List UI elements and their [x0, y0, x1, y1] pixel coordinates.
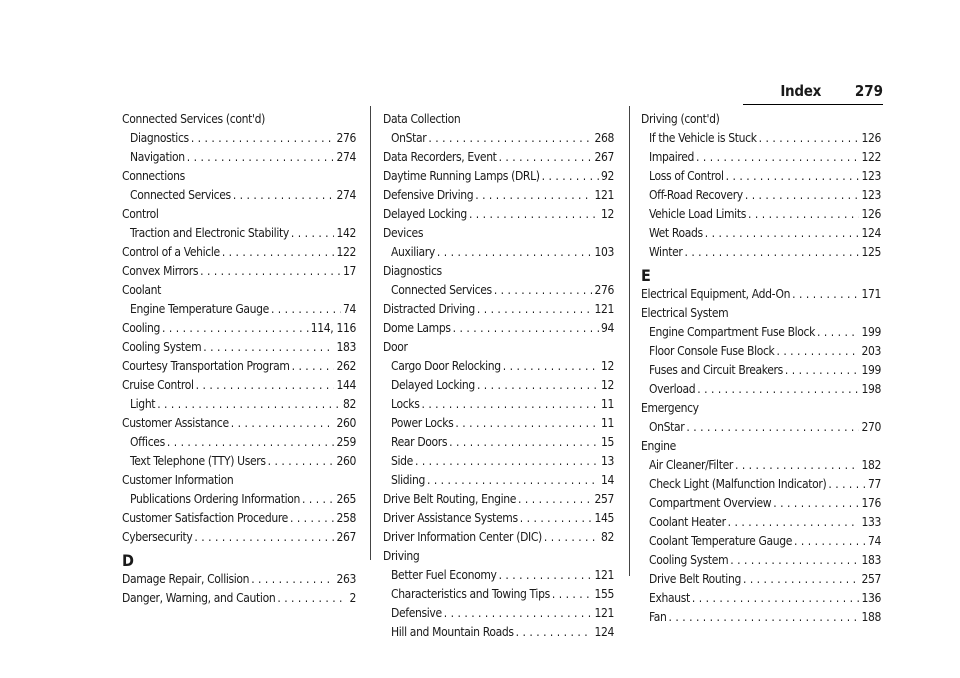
dot-leader — [745, 186, 860, 205]
entry-term: Damage Repair, Collision — [122, 572, 250, 586]
entry-page: 12 — [600, 359, 614, 373]
entry-term: Cybersecurity — [122, 530, 193, 544]
entry-page: 11 — [600, 416, 614, 430]
entry-term: Cooling System — [122, 340, 202, 354]
entry-term: Drive Belt Routing — [649, 572, 741, 586]
index-heading: Electrical System — [641, 306, 729, 320]
dot-leader — [696, 148, 859, 167]
index-subentry — [383, 604, 614, 623]
dot-leader — [684, 243, 859, 262]
index-subentry — [641, 129, 881, 148]
entry-term: Rear Doors — [391, 435, 448, 449]
section-letter: D — [122, 551, 134, 570]
entry-term: Cooling System — [649, 553, 729, 567]
entry-page: 276 — [594, 283, 614, 297]
index-subentry — [641, 494, 881, 513]
index-heading: Driving (cont'd) — [641, 112, 720, 126]
entry-page: 12 — [600, 207, 614, 221]
index-heading: Emergency — [641, 401, 699, 415]
entry-page: 124 — [594, 625, 614, 639]
index-subentry — [383, 376, 614, 395]
entry-page: 260 — [336, 454, 356, 468]
entry-term: Off-Road Recovery — [649, 188, 743, 202]
entry-term: Impaired — [649, 150, 695, 164]
entry-term: Locks — [391, 397, 420, 411]
dot-leader — [157, 395, 341, 414]
index-subentry — [122, 300, 356, 319]
entry-page: 122 — [861, 150, 881, 164]
index-subentry — [641, 323, 881, 342]
entry-page: 13 — [600, 454, 614, 468]
entry-term: Control of a Vehicle — [122, 245, 220, 259]
dot-leader — [477, 300, 593, 319]
entry-term: Delayed Locking — [391, 378, 475, 392]
index-title: Index — [780, 82, 821, 100]
dot-leader — [222, 243, 335, 262]
dot-leader — [817, 323, 859, 342]
index-subentry — [383, 585, 614, 604]
entry-term: Daytime Running Lamps (DRL) — [383, 169, 540, 183]
dot-leader — [499, 566, 593, 585]
entry-page: 145 — [594, 511, 614, 525]
column-divider-2 — [629, 106, 630, 576]
index-heading: Data Collection — [383, 112, 461, 126]
entry-page: 267 — [336, 530, 356, 544]
dot-leader — [735, 456, 859, 475]
index-subentry — [641, 186, 881, 205]
index-entry — [122, 414, 356, 433]
dot-leader — [291, 224, 335, 243]
entry-term: Compartment Overview — [649, 496, 772, 510]
dot-leader — [290, 509, 334, 528]
entry-term: Courtesy Transportation Program — [122, 359, 290, 373]
index-heading: Driving — [383, 549, 420, 563]
entry-page: 14 — [600, 473, 614, 487]
dot-leader — [518, 490, 592, 509]
entry-term: Power Locks — [391, 416, 454, 430]
entry-page: 133 — [861, 515, 881, 529]
column-divider-1 — [370, 106, 371, 560]
entry-term: Cooling — [122, 321, 160, 335]
entry-term: Cargo Door Relocking — [391, 359, 501, 373]
dot-leader — [203, 338, 334, 357]
dot-leader — [167, 433, 335, 452]
entry-term: Hill and Mountain Roads — [391, 625, 514, 639]
dot-leader — [271, 300, 341, 319]
index-subentry — [122, 129, 356, 148]
dot-leader — [748, 205, 859, 224]
index-entry — [383, 167, 614, 186]
entry-term: Drive Belt Routing, Engine — [383, 492, 517, 506]
index-subentry — [641, 205, 881, 224]
entry-page: 77 — [867, 477, 881, 491]
entry-term: Floor Console Fuse Block — [649, 344, 775, 358]
index-subentry — [122, 395, 356, 414]
dot-leader — [785, 361, 860, 380]
index-entry — [383, 205, 614, 224]
entry-term: Navigation — [130, 150, 185, 164]
entry-page: 82 — [600, 530, 614, 544]
entry-page: 259 — [336, 435, 356, 449]
dot-leader — [499, 148, 593, 167]
entry-page: 171 — [861, 287, 881, 301]
entry-page: 276 — [336, 131, 356, 145]
dot-leader — [794, 532, 866, 551]
entry-term: Driver Information Center (DIC) — [383, 530, 542, 544]
entry-term: Electrical Equipment, Add-On — [641, 287, 791, 301]
index-subentry — [383, 281, 614, 300]
index-heading: Coolant — [122, 283, 161, 297]
entry-term: Traction and Electronic Stability — [130, 226, 289, 240]
dot-leader — [726, 167, 860, 186]
entry-page: 257 — [861, 572, 881, 586]
entry-term: Convex Mirrors — [122, 264, 199, 278]
dot-leader — [449, 433, 599, 452]
entry-term: Loss of Control — [649, 169, 724, 183]
dot-leader — [520, 509, 593, 528]
dot-leader — [773, 494, 859, 513]
entry-page: 270 — [861, 420, 881, 434]
entry-term: Fan — [649, 610, 667, 624]
index-subentry — [641, 167, 881, 186]
entry-page: 2 — [349, 591, 356, 605]
index-subentry — [122, 224, 356, 243]
dot-leader — [692, 589, 860, 608]
index-heading: Diagnostics — [383, 264, 442, 278]
entry-page: 183 — [861, 553, 881, 567]
entry-page: 136 — [861, 591, 881, 605]
index-entry — [383, 528, 614, 547]
index-column-2 — [383, 110, 614, 642]
index-entry — [122, 262, 356, 281]
entry-page: 199 — [861, 325, 881, 339]
index-subentry — [641, 380, 881, 399]
dot-leader — [302, 490, 334, 509]
entry-term: Data Recorders, Event — [383, 150, 497, 164]
entry-term: Defensive Driving — [383, 188, 474, 202]
entry-page: 176 — [861, 496, 881, 510]
entry-term: Check Light (Malfunction Indicator) — [649, 477, 827, 491]
entry-term: Connected Services — [391, 283, 492, 297]
dot-leader — [191, 129, 335, 148]
entry-term: Vehicle Load Limits — [649, 207, 746, 221]
entry-page: 274 — [336, 188, 356, 202]
entry-page: 199 — [861, 363, 881, 377]
entry-page: 142 — [336, 226, 356, 240]
index-heading: Engine — [641, 439, 676, 453]
entry-page: 121 — [594, 606, 614, 620]
dot-leader — [444, 604, 593, 623]
dot-leader — [421, 395, 598, 414]
dot-leader — [776, 342, 859, 361]
dot-leader — [196, 376, 335, 395]
index-subentry — [383, 471, 614, 490]
index-subentry — [641, 589, 881, 608]
dot-leader — [162, 319, 309, 338]
index-subentry — [122, 148, 356, 167]
entry-page: 121 — [594, 188, 614, 202]
dot-leader — [187, 148, 335, 167]
dot-leader — [475, 186, 592, 205]
page-header — [743, 82, 883, 108]
index-entry — [122, 357, 356, 376]
index-entry — [122, 319, 356, 338]
index-subentry — [383, 414, 614, 433]
dot-leader — [669, 608, 860, 627]
index-subentry — [641, 342, 881, 361]
dot-leader — [277, 589, 347, 608]
dot-leader — [743, 570, 859, 589]
entry-term: Defensive — [391, 606, 442, 620]
index-entry — [383, 509, 614, 528]
dot-leader — [428, 129, 592, 148]
entry-page: 126 — [861, 131, 881, 145]
index-entry — [122, 376, 356, 395]
entry-term: Cruise Control — [122, 378, 194, 392]
entry-term: Engine Temperature Gauge — [130, 302, 269, 316]
dot-leader — [437, 243, 593, 262]
index-heading: Door — [383, 340, 408, 354]
entry-page: 94 — [600, 321, 614, 335]
entry-term: Air Cleaner/Filter — [649, 458, 733, 472]
entry-term: OnStar — [391, 131, 427, 145]
page-number: 279 — [854, 82, 883, 100]
entry-term: Engine Compartment Fuse Block — [649, 325, 816, 339]
dot-leader — [233, 186, 335, 205]
entry-term: Text Telephone (TTY) Users — [130, 454, 266, 468]
dot-leader — [697, 380, 859, 399]
entry-page: 122 — [336, 245, 356, 259]
index-entry — [383, 186, 614, 205]
entry-page: 257 — [594, 492, 614, 506]
entry-term: Overload — [649, 382, 696, 396]
index-heading: Customer Information — [122, 473, 234, 487]
entry-term: OnStar — [649, 420, 685, 434]
entry-term: Side — [391, 454, 413, 468]
entry-page: 121 — [594, 302, 614, 316]
index-heading: Connections — [122, 169, 185, 183]
entry-page: 126 — [861, 207, 881, 221]
dot-leader — [542, 167, 599, 186]
index-subentry — [383, 433, 614, 452]
index-entry — [122, 509, 356, 528]
index-heading: Control — [122, 207, 159, 221]
dot-leader — [453, 319, 599, 338]
dot-leader — [268, 452, 335, 471]
entry-page: 258 — [336, 511, 356, 525]
entry-page: 103 — [594, 245, 614, 259]
index-subentry — [383, 452, 614, 471]
entry-term: Wet Roads — [649, 226, 703, 240]
entry-page: 263 — [336, 572, 356, 586]
dot-leader — [477, 376, 599, 395]
index-entry — [383, 148, 614, 167]
index-subentry — [641, 532, 881, 551]
entry-page: 144 — [336, 378, 356, 392]
entry-term: Characteristics and Towing Tips — [391, 587, 550, 601]
entry-page: 198 — [861, 382, 881, 396]
entry-page: 155 — [594, 587, 614, 601]
index-entry — [383, 490, 614, 509]
index-subentry — [641, 243, 881, 262]
index-subentry — [383, 566, 614, 585]
section-letter: E — [641, 266, 651, 285]
entry-term: Diagnostics — [130, 131, 189, 145]
index-subentry — [383, 129, 614, 148]
index-subentry — [383, 357, 614, 376]
dot-leader — [194, 528, 334, 547]
index-subentry — [383, 395, 614, 414]
index-subentry — [641, 456, 881, 475]
entry-term: Offices — [130, 435, 165, 449]
index-subentry — [641, 570, 881, 589]
entry-page: 121 — [594, 568, 614, 582]
index-heading: Connected Services (cont'd) — [122, 112, 265, 126]
dot-leader — [759, 129, 860, 148]
entry-term: If the Vehicle is Stuck — [649, 131, 757, 145]
dot-leader — [415, 452, 599, 471]
entry-page: 182 — [861, 458, 881, 472]
index-entry — [383, 300, 614, 319]
dot-leader — [503, 357, 599, 376]
entry-page: 82 — [342, 397, 356, 411]
index-subentry — [641, 475, 881, 494]
entry-term: Dome Lamps — [383, 321, 451, 335]
entry-term: Publications Ordering Information — [130, 492, 300, 506]
entry-term: Coolant Temperature Gauge — [649, 534, 793, 548]
entry-term: Delayed Locking — [383, 207, 467, 221]
index-entry — [122, 528, 356, 547]
dot-leader — [231, 414, 335, 433]
index-entry — [641, 285, 881, 304]
index-column-1 — [122, 110, 356, 608]
entry-page: 267 — [594, 150, 614, 164]
entry-page: 265 — [336, 492, 356, 506]
index-subentry — [122, 452, 356, 471]
index-entry — [122, 243, 356, 262]
entry-page: 274 — [336, 150, 356, 164]
dot-leader — [544, 528, 599, 547]
entry-term: Better Fuel Economy — [391, 568, 497, 582]
entry-page: 124 — [861, 226, 881, 240]
entry-page: 15 — [600, 435, 614, 449]
entry-page: 17 — [342, 264, 356, 278]
entry-term: Connected Services — [130, 188, 231, 202]
entry-term: Danger, Warning, and Caution — [122, 591, 276, 605]
index-subentry — [641, 513, 881, 532]
entry-page: 123 — [861, 169, 881, 183]
dot-leader — [292, 357, 335, 376]
index-subentry — [383, 623, 614, 642]
entry-page: 11 — [600, 397, 614, 411]
entry-page: 125 — [861, 245, 881, 259]
entry-term: Customer Assistance — [122, 416, 229, 430]
index-subentry — [641, 148, 881, 167]
index-subentry — [641, 608, 881, 627]
entry-page: 92 — [600, 169, 614, 183]
entry-page: 114, 116 — [310, 321, 356, 335]
index-entry — [122, 338, 356, 357]
index-subentry — [122, 433, 356, 452]
index-subentry — [641, 361, 881, 380]
dot-leader — [728, 513, 860, 532]
dot-leader — [552, 585, 593, 604]
entry-page: 260 — [336, 416, 356, 430]
entry-term: Fuses and Circuit Breakers — [649, 363, 783, 377]
index-entry — [383, 319, 614, 338]
entry-page: 262 — [336, 359, 356, 373]
dot-leader — [730, 551, 859, 570]
entry-term: Sliding — [391, 473, 425, 487]
entry-term: Coolant Heater — [649, 515, 726, 529]
entry-page: 74 — [867, 534, 881, 548]
entry-term: Customer Satisfaction Procedure — [122, 511, 288, 525]
index-entry — [122, 589, 356, 608]
entry-page: 203 — [861, 344, 881, 358]
dot-leader — [686, 418, 859, 437]
entry-page: 12 — [600, 378, 614, 392]
index-subentry — [122, 186, 356, 205]
index-subentry — [383, 243, 614, 262]
dot-leader — [705, 224, 860, 243]
dot-leader — [427, 471, 599, 490]
entry-term: Auxiliary — [391, 245, 435, 259]
dot-leader — [494, 281, 593, 300]
entry-page: 268 — [594, 131, 614, 145]
index-column-3 — [641, 110, 881, 627]
header-rule — [743, 104, 883, 105]
index-subentry — [641, 551, 881, 570]
entry-page: 74 — [342, 302, 356, 316]
entry-term: Winter — [649, 245, 683, 259]
index-subentry — [641, 418, 881, 437]
index-heading: Devices — [383, 226, 424, 240]
dot-leader — [200, 262, 341, 281]
index-entry — [122, 570, 356, 589]
entry-page: 188 — [861, 610, 881, 624]
dot-leader — [828, 475, 866, 494]
dot-leader — [516, 623, 593, 642]
entry-term: Distracted Driving — [383, 302, 475, 316]
entry-page: 183 — [336, 340, 356, 354]
index-subentry — [122, 490, 356, 509]
dot-leader — [469, 205, 599, 224]
entry-term: Light — [130, 397, 156, 411]
entry-page: 123 — [861, 188, 881, 202]
index-subentry — [641, 224, 881, 243]
dot-leader — [251, 570, 334, 589]
dot-leader — [455, 414, 599, 433]
dot-leader — [792, 285, 859, 304]
entry-term: Exhaust — [649, 591, 690, 605]
entry-term: Driver Assistance Systems — [383, 511, 518, 525]
